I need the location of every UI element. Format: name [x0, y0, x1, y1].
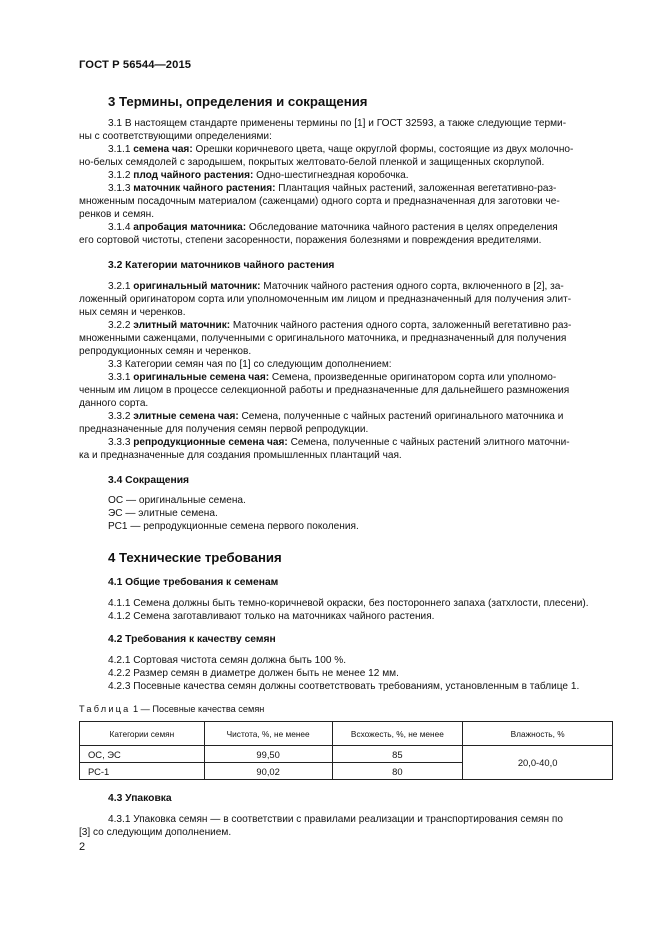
- abbr-es: ЭС — элитные семена.: [108, 508, 218, 519]
- page-number: 2: [79, 841, 86, 853]
- cell-category: ОС, ЭС: [80, 746, 205, 763]
- table-header-row: [80, 722, 613, 746]
- header-purity: Чистота, %, не менее: [204, 722, 332, 746]
- table-1-caption: Таблица 1 — Посевные качества семян: [79, 704, 265, 714]
- para-3-3-1: 3.3.1 оригинальные семена чая: Семена, произведенные оригинатором сорта или уполномо-: [108, 372, 557, 383]
- section-4-title: 4 Технические требования: [108, 550, 282, 565]
- para-3-1-3: 3.1.3 маточник чайного растения: Плантация чайных растений, заложенная вегетативно-раз-: [108, 183, 557, 194]
- cell-purity: 90,02: [204, 763, 332, 780]
- para-4-3-1-line-2: [3] со следующим дополнением.: [79, 827, 232, 838]
- cell-germination: 85: [332, 746, 463, 763]
- seed-quality-table: [79, 721, 613, 780]
- term-fruit: плод чайного растения:: [133, 170, 254, 181]
- cell-moisture: 20,0-40,0: [463, 746, 613, 780]
- section-3-2-title: 3.2 Категории маточников чайного растения: [108, 260, 335, 271]
- cell-germination: 80: [332, 763, 463, 780]
- term-elite-mother: элитный маточник:: [133, 320, 231, 331]
- header-moisture: Влажность, %: [463, 722, 613, 746]
- abbr-rs1: РС1 — репродукционные семена первого поколения.: [108, 521, 359, 532]
- para-4-2-1: 4.2.1 Сортовая чистота семян должна быть 100 %.: [108, 655, 347, 666]
- document-header: ГОСТ Р 56544—2015: [79, 59, 192, 71]
- para-4-2-2: 4.2.2 Размер семян в диаметре должен быть не менее 12 мм.: [108, 668, 399, 679]
- section-4-1-title: 4.1 Общие требования к семенам: [108, 577, 279, 588]
- para-3-1-line-2: ны с соответствующими определениями:: [79, 131, 272, 142]
- para-3-1-line-1: 3.1 В настоящем стандарте применены термины по [1] и ГОСТ 32593, а также следующие терми-: [108, 118, 567, 129]
- para-3-2-1-line-2: ложенный оригинатором сорта или уполномоченным им лицом и предназначенный для получения элит-: [79, 294, 572, 305]
- section-4-3-title: 4.3 Упаковка: [108, 793, 172, 804]
- para-4-1-1: 4.1.1 Семена должны быть темно-коричневой окраски, без постороннего запаха (затхлости, плесени).: [108, 598, 589, 609]
- para-3-3-3-line-2: ка и предназначенные для создания промышленных плантаций чая.: [79, 450, 402, 461]
- abbr-os: ОС — оригинальные семена.: [108, 495, 246, 506]
- term-reproduction-seeds: репродукционные семена чая:: [133, 437, 288, 448]
- section-4-2-title: 4.2 Требования к качеству семян: [108, 634, 276, 645]
- table-row: [80, 746, 613, 763]
- section-3-title: 3 Термины, определения и сокращения: [108, 94, 368, 109]
- para-3-2-2-line-2: множенными саженцами, полученными с оригинального маточника, и предназначенный для получения: [79, 333, 567, 344]
- cell-category: РС-1: [80, 763, 205, 780]
- para-3-1-1: 3.1.1 семена чая: Орешки коричневого цвета, чаще округлой формы, состоящие из двух молочно-: [108, 144, 574, 155]
- term-seeds: семена чая:: [133, 144, 193, 155]
- para-3-1-1-line-2: но-белых семядолей с зародышем, покрытых желтовато-белой пленкой и защищенных скорлупой.: [79, 157, 545, 168]
- para-3-1-3-line-3: ренков и семян.: [79, 209, 154, 220]
- para-3-3: 3.3 Категории семян чая по [1] со следующим дополнением:: [108, 359, 392, 370]
- section-3-4-title: 3.4 Сокращения: [108, 475, 190, 486]
- para-3-2-1-line-3: ных семян и черенков.: [79, 307, 186, 318]
- term-approbation: апробация маточника:: [133, 222, 247, 233]
- para-3-2-1: 3.2.1 оригинальный маточник: Маточник чайного растения одного сорта, включенного в [2], за-: [108, 281, 564, 292]
- para-3-3-3: 3.3.3 репродукционные семена чая: Семена, полученные с чайных растений элитного маточни-: [108, 437, 570, 448]
- para-4-1-2: 4.1.2 Семена заготавливают только на маточниках чайного растения.: [108, 611, 435, 622]
- para-3-1-2: 3.1.2 плод чайного растения: Одно-шестигнездная коробочка.: [108, 170, 409, 181]
- term-elite-seeds: элитные семена чая:: [133, 411, 239, 422]
- header-germination: Всхожесть, %, не менее: [332, 722, 463, 746]
- para-4-2-3: 4.2.3 Посевные качества семян должны соответствовать требованиям, установленным в таблице 1.: [108, 681, 580, 692]
- term-original-mother: оригинальный маточник:: [133, 281, 261, 292]
- term-mother-plantation: маточник чайного растения:: [133, 183, 276, 194]
- header-category: Категории семян: [80, 722, 205, 746]
- para-3-3-2: 3.3.2 элитные семена чая: Семена, полученные с чайных растений оригинального маточника и: [108, 411, 564, 422]
- para-3-1-4-line-2: его сортовой чистоты, степени засоренности, поражения болезнями и повреждения вредителями.: [79, 235, 542, 246]
- para-3-1-3-line-2: множенным посадочным материалом (саженцами) одного сорта и предназначенная для заготовки че-: [79, 196, 560, 207]
- para-3-3-1-line-3: данного сорта.: [79, 398, 149, 409]
- para-4-3-1-line-1: 4.3.1 Упаковка семян — в соответствии с правилами реализации и транспортирования семян по: [108, 814, 563, 825]
- para-3-1-4: 3.1.4 апробация маточника: Обследование маточника чайного растения в целях определения: [108, 222, 558, 233]
- para-3-3-2-line-2: предназначенные для получения семян первой репродукции.: [79, 424, 369, 435]
- para-3-2-2-line-3: репродукционных семян и черенков.: [79, 346, 252, 357]
- term-original-seeds: оригинальные семена чая:: [133, 372, 270, 383]
- para-3-2-2: 3.2.2 элитный маточник: Маточник чайного растения одного сорта, заложенный вегетативно раз-: [108, 320, 572, 331]
- para-3-3-1-line-2: ченным им лицом в процессе селекционной работы и предназначенные для дальнейшего размножения: [79, 385, 570, 396]
- cell-purity: 99,50: [204, 746, 332, 763]
